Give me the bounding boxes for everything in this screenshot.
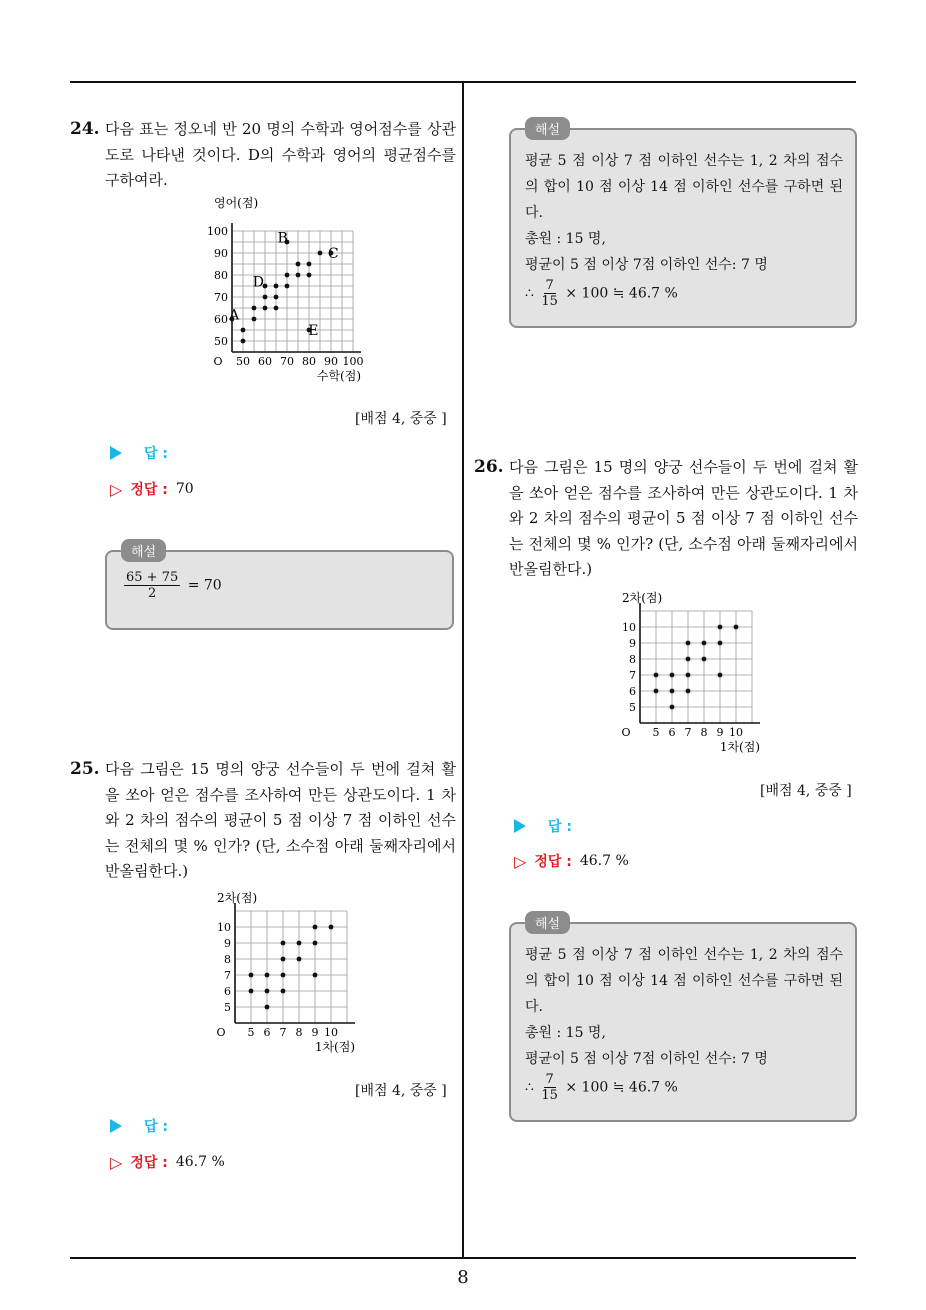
point-annotation: B [277,230,288,247]
fraction-denominator: 2 [147,586,157,601]
data-point [734,625,739,630]
question-number: 26. [474,457,504,477]
data-point [686,689,691,694]
question-25 [70,757,456,885]
explanation-tag: 해설 [525,117,570,140]
x-tick-label: 60 [258,355,272,368]
data-point [670,673,675,678]
explanation-line: 평균 5 점 이상 7 점 이하인 선수는 1, 2 차의 점수의 합이 10 점 이상 14 점 이하인 선수를 구하면 된다. [525,947,843,1015]
explanation-line: 평균이 5 점 이상 7점 이하인 선수: 7 명 [525,1051,768,1067]
data-point [297,957,302,962]
data-point [297,941,302,946]
triangle-outline-icon: ▷ [110,479,123,499]
data-point [686,657,691,662]
data-point [313,941,318,946]
explanation-box [509,123,857,328]
fraction-numerator: 7 [545,1072,554,1087]
x-tick-label: 5 [652,726,660,739]
data-point [252,317,257,322]
triangle-outline-icon: ▷ [110,1152,123,1172]
data-point [329,925,334,930]
answer-row [514,816,572,836]
y-tick-label: 50 [214,335,228,348]
y-tick-label: 60 [214,313,228,326]
correct-value: 46.7 % [175,1154,225,1170]
data-point [285,284,290,289]
y-tick-label: 90 [214,247,228,260]
scatter-chart-26 [610,590,770,760]
score-label: [배점 4, 중중 ] [355,1083,447,1099]
correct-label: 정답 : [534,854,572,870]
y-tick-label: 100 [207,225,228,238]
y-tick-label: 7 [629,669,636,682]
correct-value: 70 [175,481,194,497]
explanation-result: × 100 ≒ 46.7 % [565,1079,678,1096]
fraction [124,570,180,601]
explanation-line: 평균 5 점 이상 7 점 이하인 선수는 1, 2 차의 점수의 합이 10 점 이상 14 점 이하인 선수를 구하면 된다. [525,153,843,221]
data-point [241,339,246,344]
question-text: 다음 그림은 15 명의 양궁 선수들이 두 번에 걸쳐 활을 쏘아 얻은 점수를 조사하여 만든 상관도이다. 1 차와 2 차의 점수의 평균이 5 점 이상 7 점 이하인 선수는 전체의 몇 % 인가? (단, 소수점 아래 둘째자리에서 반올림한다.) [105,760,456,880]
correct-value: 46.7 % [579,853,629,869]
data-point [285,273,290,278]
x-axis-label: 1차(점) [314,1040,355,1054]
y-tick-label: 9 [629,637,636,650]
x-tick-label: 5 [247,1026,255,1039]
explanation-line: 평균이 5 점 이상 7점 이하인 선수: 7 명 [525,257,768,273]
fraction [541,1072,558,1103]
y-tick-label: 9 [224,937,231,950]
scatter-chart-25 [205,890,365,1060]
data-point [318,251,323,256]
data-point [249,973,254,978]
question-number: 25. [70,759,100,779]
question-24 [70,117,456,194]
therefore-symbol: ∴ [525,1079,534,1096]
data-point [670,689,675,694]
data-point [249,989,254,994]
y-tick-label: 70 [214,291,228,304]
explanation-result: × 100 ≒ 46.7 % [565,285,678,302]
x-tick-label: 70 [280,355,294,368]
y-tick-label: 8 [224,953,231,966]
data-point [718,641,723,646]
x-tick-label: 90 [324,355,338,368]
explanation-body [511,924,855,1111]
data-point [718,673,723,678]
data-point [702,657,707,662]
scatter-chart-24 [190,195,390,385]
data-point [241,328,246,333]
explanation-formula [525,278,843,309]
x-tick-label: 9 [716,726,724,739]
x-tick-label: 8 [700,726,708,739]
explanation-tag: 해설 [525,911,570,934]
play-icon [110,446,122,460]
x-tick-label: 6 [263,1026,271,1039]
data-point [307,273,312,278]
correct-answer-row [110,1152,225,1172]
correct-answer-row [514,851,629,871]
y-axis-label: 2차(점) [622,591,663,605]
explanation-result: = 70 [187,577,222,594]
data-point [274,295,279,300]
y-tick-label: 10 [217,921,231,934]
play-icon [110,1119,122,1133]
explanation-formula [525,1072,843,1103]
correct-label: 정답 : [130,1155,168,1171]
x-tick-label: 7 [684,726,692,739]
answer-row [110,443,168,463]
y-tick-label: 8 [629,653,636,666]
data-point [265,1005,270,1010]
data-point [274,306,279,311]
origin-label: O [621,726,631,739]
point-annotation: D [252,274,265,291]
x-tick-label: 50 [236,355,250,368]
data-point [296,273,301,278]
x-tick-label: 8 [295,1026,303,1039]
question-number: 24. [70,119,100,139]
x-tick-label: 10 [729,726,743,739]
triangle-outline-icon: ▷ [514,851,527,871]
y-tick-label: 6 [629,685,636,698]
y-tick-label: 10 [622,621,636,634]
x-tick-label: 6 [668,726,676,739]
y-tick-label: 80 [214,269,228,282]
data-point [686,641,691,646]
y-tick-label: 5 [224,1001,231,1014]
data-point [281,957,286,962]
data-point [307,262,312,267]
data-point [265,989,270,994]
score-label: [배점 4, 중중 ] [760,783,852,799]
data-point [252,306,257,311]
data-point [281,973,286,978]
x-tick-label: 100 [342,355,364,368]
data-point [313,973,318,978]
y-axis-label: 2차(점) [217,891,258,905]
data-point [281,989,286,994]
explanation-box [509,917,857,1122]
correct-answer-row [110,479,194,499]
score-label: [배점 4, 중중 ] [355,411,447,427]
question-26 [474,455,858,583]
fraction-numerator: 7 [545,278,554,293]
x-tick-label: 10 [324,1026,338,1039]
point-annotation: A [229,307,240,324]
explanation-body [511,130,855,317]
fraction-denominator: 15 [541,294,558,309]
answer-label: 답 : [548,819,572,835]
fraction-numerator: 65 + 75 [126,570,179,585]
answer-row [110,1116,168,1136]
page-number: 8 [457,1267,469,1288]
origin-label: O [213,355,223,368]
play-icon [514,819,526,833]
x-axis-label: 1차(점) [719,740,760,754]
y-tick-label: 6 [224,985,231,998]
question-text: 다음 그림은 15 명의 양궁 선수들이 두 번에 걸쳐 활을 쏘아 얻은 점수를 조사하여 만든 상관도이다. 1 차와 2 차의 점수의 평균이 5 점 이상 7 점 이하인 선수는 전체의 몇 % 인가? (단, 소수점 아래 둘째자리에서 반올림한다.) [509,458,858,578]
data-point [670,705,675,710]
point-annotation: C [327,246,339,262]
y-axis-label: 영어(점) [214,196,259,210]
data-point [263,295,268,300]
answer-label: 답 : [144,1119,168,1135]
explanation-tag: 해설 [121,539,166,562]
data-point [686,673,691,678]
data-point [281,941,286,946]
explanation-line: 총원 : 15 명, [525,231,606,247]
x-tick-label: 80 [302,355,316,368]
data-point [654,689,659,694]
data-point [296,262,301,267]
correct-label: 정답 : [130,482,168,498]
therefore-symbol: ∴ [525,285,534,302]
y-tick-label: 5 [629,701,636,714]
fraction [541,278,558,309]
y-tick-label: 7 [224,969,231,982]
answer-label: 답 : [144,446,168,462]
data-point [654,673,659,678]
data-point [274,284,279,289]
origin-label: O [216,1026,226,1039]
x-axis-label: 수학(점) [316,369,361,383]
data-point [718,625,723,630]
explanation-box [105,545,454,630]
point-annotation: E [308,323,319,339]
column-divider [462,81,464,1259]
data-point [313,925,318,930]
data-point [263,306,268,311]
fraction-denominator: 15 [541,1088,558,1103]
explanation-line: 총원 : 15 명, [525,1025,606,1041]
data-point [702,641,707,646]
data-point [265,973,270,978]
x-tick-label: 9 [311,1026,319,1039]
question-text: 다음 표는 정오네 반 20 명의 수학과 영어점수를 상관도로 나타낸 것이다. D의 수학과 영어의 평균점수를 구하여라. [105,120,456,189]
x-tick-label: 7 [279,1026,287,1039]
